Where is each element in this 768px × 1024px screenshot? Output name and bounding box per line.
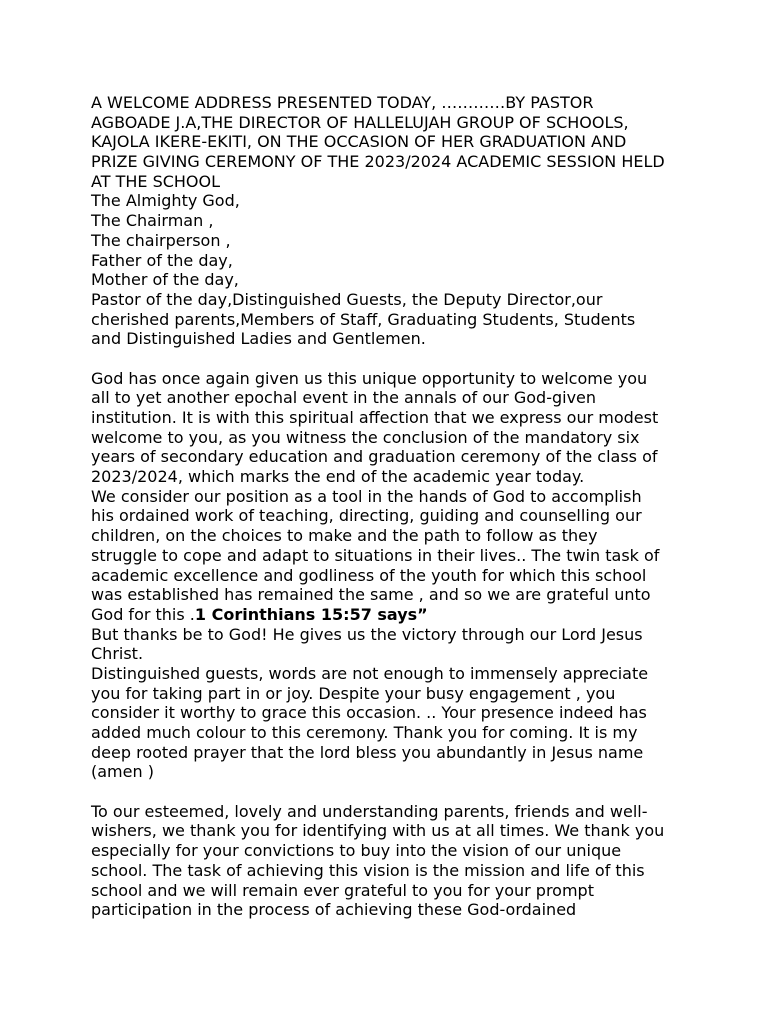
paragraph-line: deep rooted prayer that the lord bless you abundantly in Jesus name xyxy=(91,742,644,762)
paragraph-line: (amen ) xyxy=(91,762,154,782)
salutation-line: The chairperson , xyxy=(91,230,231,250)
paragraph-line: wishers, we thank you for identifying with us at all times. We thank you xyxy=(91,821,665,841)
paragraph-line: years of secondary education and graduation ceremony of the class of xyxy=(91,447,658,467)
salutation-line: Pastor of the day,Distinguished Guests, the Deputy Director,our xyxy=(91,289,603,309)
document-body xyxy=(91,93,691,920)
paragraph-line xyxy=(91,605,691,625)
paragraph-line: added much colour to this ceremony. Thank you for coming. It is my xyxy=(91,723,638,742)
title-line: PRIZE GIVING CEREMONY OF THE 2023/2024 ACADEMIC SESSION HELD xyxy=(91,152,665,172)
paragraph-line: We consider our position as a tool in the hands of God to accomplish xyxy=(91,486,642,506)
paragraph-guests xyxy=(91,664,691,782)
paragraph-line: struggle to cope and adapt to situations in their lives.. The twin task of xyxy=(91,545,660,565)
salutation-line: and Distinguished Ladies and Gentlemen. xyxy=(91,329,426,349)
salutation-line: Mother of the day, xyxy=(91,270,239,290)
scripture-reference: 1 Corinthians 15:57 says” xyxy=(194,604,428,624)
paragraph-line: Distinguished guests, words are not enough to immensely appreciate xyxy=(91,663,649,683)
paragraph-line: school and we will remain ever grateful to you for your prompt xyxy=(91,880,594,900)
document-title xyxy=(91,93,691,191)
salutation-line: Father of the day, xyxy=(91,250,233,270)
salutation-block xyxy=(91,191,691,349)
paragraph-line: To our esteemed, lovely and understanding parents, friends and well- xyxy=(91,801,648,821)
paragraph-line: participation in the process of achieving these God-ordained xyxy=(91,900,577,920)
salutation-line: The Almighty God, xyxy=(91,191,240,211)
title-line: AT THE SCHOOL xyxy=(91,171,221,191)
paragraph-line: his ordained work of teaching, directing, guiding and counselling our xyxy=(91,506,642,526)
quote-line: Christ. xyxy=(91,644,144,664)
title-line: A WELCOME ADDRESS PRESENTED TODAY, …………BY PASTOR xyxy=(91,93,594,112)
paragraph-spacer xyxy=(91,782,691,802)
paragraph-line: was established has remained the same , and so we are grateful unto xyxy=(91,585,651,605)
paragraph-line: 2023/2024, which marks the end of the academic year today. xyxy=(91,467,585,487)
paragraph-line: institution. It is with this spiritual affection that we express our modest xyxy=(91,408,659,427)
paragraph-line: especially for your convictions to buy into the vision of our unique xyxy=(91,841,622,861)
paragraph-line: consider it worthy to grace this occasion. .. Your presence indeed has xyxy=(91,703,647,723)
paragraph-parents xyxy=(91,802,691,920)
paragraph-welcome xyxy=(91,369,691,487)
paragraph-line: you for taking part in or joy. Despite your busy engagement , you xyxy=(91,683,616,703)
scripture-quote xyxy=(91,625,691,664)
title-line: AGBOADE J.A,THE DIRECTOR OF HALLELUJAH GROUP OF SCHOOLS, xyxy=(91,112,629,132)
paragraph-line: all to yet another epochal event in the annals of our God-given xyxy=(91,388,597,408)
paragraph-text: God for this . xyxy=(91,604,195,624)
paragraph-spacer xyxy=(91,349,691,369)
title-line: KAJOLA IKERE-EKITI, ON THE OCCASION OF HER GRADUATION AND xyxy=(91,132,627,152)
paragraph-line: children, on the choices to make and the path to follow as they xyxy=(91,526,598,546)
salutation-line: cherished parents,Members of Staff, Graduating Students, Students xyxy=(91,309,636,329)
paragraph-line: school. The task of achieving this vision is the mission and life of this xyxy=(91,860,645,880)
quote-line: But thanks be to God! He gives us the victory through our Lord Jesus xyxy=(91,624,643,644)
paragraph-line: academic excellence and godliness of the youth for which this school xyxy=(91,565,647,585)
paragraph-position xyxy=(91,487,691,625)
paragraph-line: welcome to you, as you witness the conclusion of the mandatory six xyxy=(91,427,640,447)
paragraph-line: God has once again given us this unique opportunity to welcome you xyxy=(91,368,648,388)
salutation-line: The Chairman , xyxy=(91,211,214,231)
